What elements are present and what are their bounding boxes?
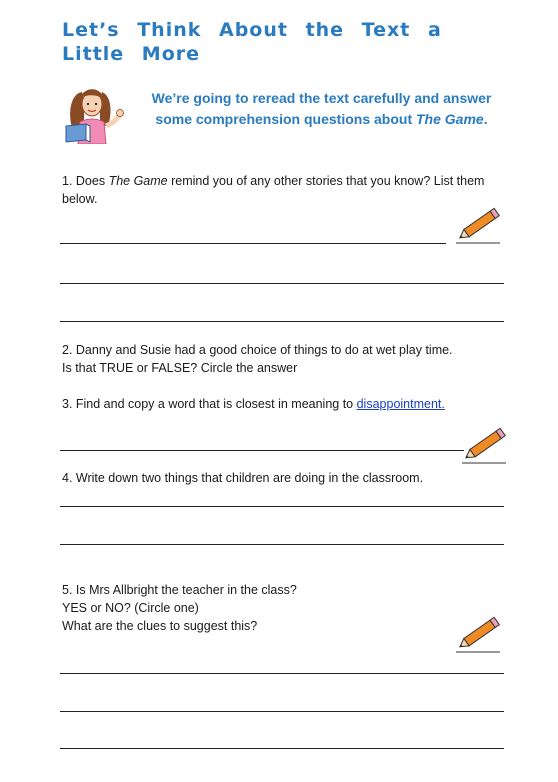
answer-line[interactable] <box>60 673 504 674</box>
answer-line[interactable] <box>60 748 504 749</box>
answer-line[interactable] <box>60 544 504 545</box>
pencil-icon <box>454 205 504 245</box>
intro-text <box>124 88 519 130</box>
question-5: 5. Is Mrs Allbright the teacher in the class? YES or NO? (Circle one) What are the clues to suggest this? <box>62 583 297 633</box>
answer-line[interactable] <box>60 506 504 507</box>
answer-line[interactable] <box>60 243 446 244</box>
question-3: 3. Find and copy a word that is closest in meaning to disappointment. <box>62 397 445 411</box>
question-4: 4. Write down two things that children are doing in the classroom. <box>62 471 424 485</box>
intro-line-1: We’re going to reread the text carefully and answer <box>151 90 492 106</box>
worksheet-title: Let’s Think About the Text a Little More <box>62 19 442 65</box>
answer-line[interactable] <box>60 283 504 284</box>
answer-line[interactable] <box>60 711 504 712</box>
answer-line[interactable] <box>60 450 464 451</box>
intro-line-2: some comprehension questions about The Game. <box>155 111 488 127</box>
disappointment-link[interactable]: disappointment. <box>356 397 445 411</box>
teacher-reading-icon <box>60 84 128 144</box>
answer-line[interactable] <box>60 321 504 322</box>
question-2: 2. Danny and Susie had a good choice of things to do at wet play time. Is that TRUE or FALSE? Circle the answer <box>62 343 453 375</box>
question-1: 1. Does The Game remind you of any other stories that you know? List them below. <box>62 174 485 206</box>
pencil-icon <box>454 614 504 654</box>
pencil-icon <box>460 425 510 465</box>
